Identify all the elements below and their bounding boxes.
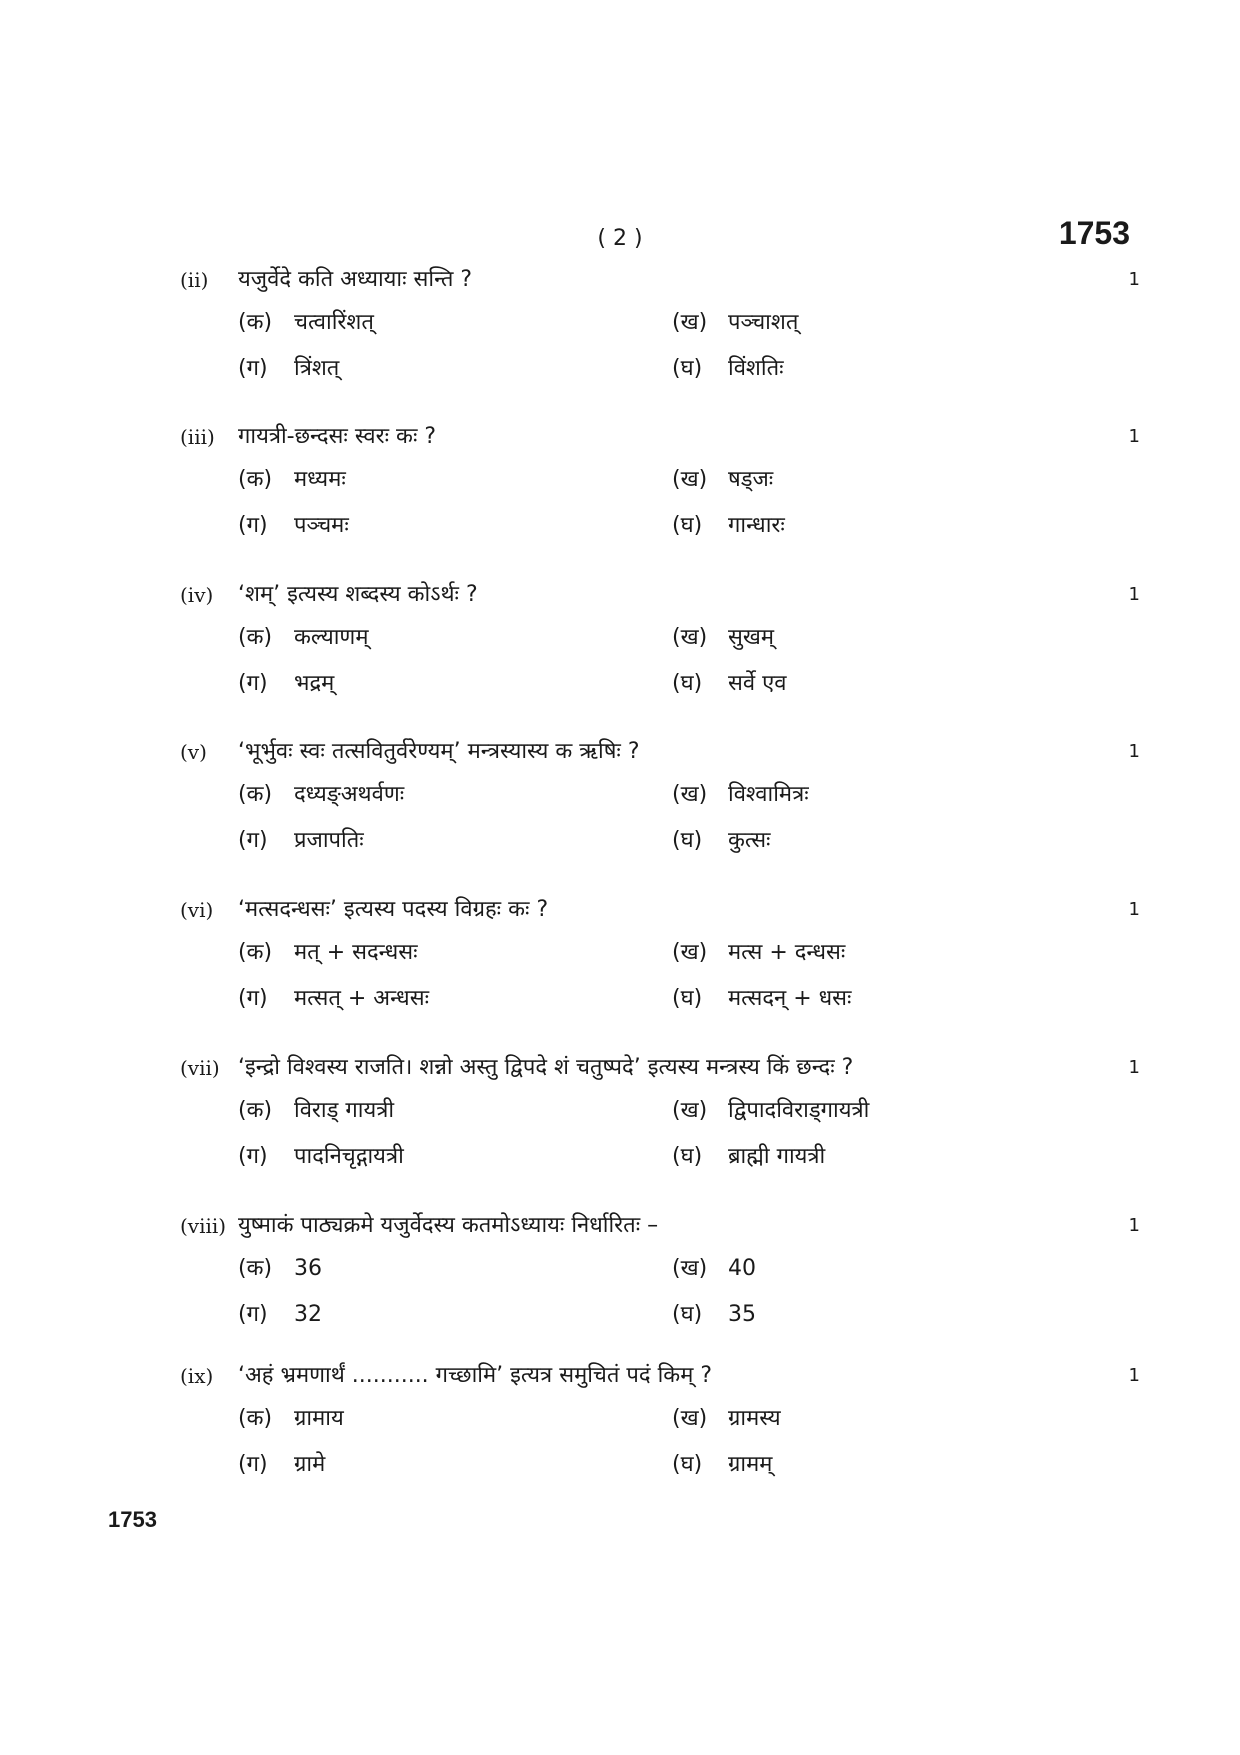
- option-label: (ग): [238, 356, 268, 381]
- answer-option: [238, 346, 339, 392]
- option-row: [180, 300, 1140, 346]
- question-line: [180, 1206, 1140, 1246]
- question-marks: 1: [1128, 1365, 1140, 1386]
- answer-option: [238, 615, 368, 661]
- option-label: (क): [238, 1256, 273, 1281]
- option-label: (घ): [672, 356, 703, 381]
- answer-option: [238, 930, 418, 976]
- question-marks: 1: [1128, 741, 1140, 762]
- option-row: [180, 1292, 1140, 1338]
- answer-option: [238, 300, 374, 346]
- question-block: [180, 890, 1140, 1022]
- paper-code-header: 1753: [1058, 215, 1130, 251]
- answer-option: [238, 1442, 325, 1488]
- answer-option: [672, 930, 845, 976]
- option-row: [180, 457, 1140, 503]
- option-label: (ख): [672, 782, 708, 807]
- option-label: (घ): [672, 1452, 703, 1477]
- option-label: (क): [238, 467, 273, 492]
- option-text: विराड् गायत्री: [294, 1098, 395, 1123]
- question-marks: 1: [1128, 1215, 1140, 1236]
- option-text: ब्राह्मी गायत्री: [728, 1144, 826, 1169]
- answer-option: [238, 1134, 404, 1180]
- option-row: [180, 1088, 1140, 1134]
- answer-option: [672, 1246, 756, 1292]
- question-number: (v): [180, 740, 207, 764]
- answer-option: [672, 457, 773, 503]
- option-row: [180, 976, 1140, 1022]
- option-row: [180, 615, 1140, 661]
- option-row: [180, 818, 1140, 864]
- option-row: [180, 1134, 1140, 1180]
- option-text: विश्वामित्रः: [728, 782, 809, 807]
- question-number: (ii): [180, 268, 209, 292]
- question-marks: 1: [1128, 1057, 1140, 1078]
- question-text: ‘शम्’ इत्यस्य शब्दस्य कोऽर्थः ?: [238, 582, 478, 607]
- option-row: [180, 930, 1140, 976]
- answer-option: [238, 503, 349, 549]
- option-text: ग्रामम्: [728, 1452, 773, 1477]
- option-text: मत्सदन् + धसः: [728, 986, 852, 1011]
- option-label: (ख): [672, 1406, 708, 1431]
- option-text: पञ्चाशत्: [728, 310, 799, 335]
- option-text: चत्वारिंशत्: [294, 310, 374, 335]
- question-marks: 1: [1128, 899, 1140, 920]
- option-label: (ख): [672, 940, 708, 965]
- answer-option: [672, 1088, 869, 1134]
- answer-option: [238, 1292, 322, 1338]
- question-block: [180, 1356, 1140, 1488]
- option-label: (ग): [238, 1144, 268, 1169]
- option-label: (ख): [672, 1098, 708, 1123]
- question-number: (iii): [180, 425, 215, 449]
- answer-option: [238, 1088, 394, 1134]
- option-text: पादनिचृद्गायत्री: [294, 1144, 404, 1169]
- option-label: (ख): [672, 625, 708, 650]
- option-label: (घ): [672, 1144, 703, 1169]
- option-text: मध्यमः: [294, 467, 346, 492]
- question-text: गायत्री-छन्दसः स्वरः कः ?: [238, 424, 437, 449]
- option-label: (ख): [672, 467, 708, 492]
- question-number: (viii): [180, 1214, 227, 1238]
- answer-option: [238, 772, 404, 818]
- option-label: (घ): [672, 671, 703, 696]
- question-block: [180, 1206, 1140, 1338]
- question-line: [180, 260, 1140, 300]
- option-label: (क): [238, 310, 273, 335]
- answer-option: [672, 976, 851, 1022]
- answer-option: [672, 818, 771, 864]
- option-text: ग्रामे: [294, 1452, 326, 1477]
- option-label: (क): [238, 1098, 273, 1123]
- question-block: [180, 417, 1140, 549]
- option-text: मत्सत् + अन्धसः: [294, 986, 430, 1011]
- option-text: 35: [728, 1302, 756, 1327]
- option-text: कुत्सः: [728, 828, 771, 853]
- question-line: [180, 417, 1140, 457]
- question-line: [180, 1048, 1140, 1088]
- answer-option: [672, 346, 784, 392]
- answer-option: [672, 1396, 781, 1442]
- question-text: ‘भूर्भुवः स्वः तत्सवितुर्वरेण्यम्’ मन्त्रस्यास्य क ऋषिः ?: [238, 739, 640, 764]
- option-label: (ग): [238, 828, 268, 853]
- page-number: ( 2 ): [597, 226, 643, 251]
- answer-option: [672, 1442, 772, 1488]
- option-label: (ग): [238, 671, 268, 696]
- question-text: ‘मत्सदन्धसः’ इत्यस्य पदस्य विग्रहः कः ?: [238, 897, 549, 922]
- option-text: गान्धारः: [728, 513, 785, 538]
- option-label: (ख): [672, 1256, 708, 1281]
- option-label: (घ): [672, 513, 703, 538]
- question-number: (vi): [180, 898, 214, 922]
- answer-option: [238, 976, 429, 1022]
- option-text: भद्रम्: [294, 671, 335, 696]
- option-row: [180, 346, 1140, 392]
- option-row: [180, 772, 1140, 818]
- option-text: कल्याणम्: [294, 625, 369, 650]
- option-label: (ख): [672, 310, 708, 335]
- question-number: (vii): [180, 1056, 220, 1080]
- option-text: मत् + सदन्धसः: [294, 940, 418, 965]
- question-text: ‘अहं भ्रमणार्थं ........... गच्छामि’ इत्यत्र समुचितं पदं किम् ?: [238, 1363, 713, 1388]
- answer-option: [238, 1396, 344, 1442]
- option-label: (ग): [238, 1452, 268, 1477]
- option-label: (घ): [672, 1302, 703, 1327]
- option-label: (ग): [238, 1302, 268, 1327]
- option-row: [180, 661, 1140, 707]
- option-text: षड्जः: [728, 467, 774, 492]
- question-marks: 1: [1128, 426, 1140, 447]
- option-label: (क): [238, 1406, 273, 1431]
- question-block: [180, 1048, 1140, 1180]
- question-text: युष्माकं पाठ्यक्रमे यजुर्वेदस्य कतमोऽध्यायः निर्धारितः –: [238, 1213, 659, 1238]
- answer-option: [672, 1292, 756, 1338]
- question-block: [180, 260, 1140, 392]
- option-text: दध्यङ्अथर्वणः: [294, 782, 405, 807]
- option-text: प्रजापतिः: [294, 828, 364, 853]
- question-text: यजुर्वेदे कति अध्यायाः सन्ति ?: [238, 267, 473, 292]
- question-block: [180, 575, 1140, 707]
- option-label: (घ): [672, 828, 703, 853]
- paper-code-footer: 1753: [108, 1507, 157, 1532]
- option-label: (ग): [238, 513, 268, 538]
- option-row: [180, 1442, 1140, 1488]
- option-text: द्विपादविराड्गायत्री: [728, 1098, 870, 1123]
- question-number: (ix): [180, 1364, 214, 1388]
- option-row: [180, 1246, 1140, 1292]
- question-line: [180, 1356, 1140, 1396]
- option-row: [180, 1396, 1140, 1442]
- answer-option: [672, 503, 785, 549]
- option-text: ग्रामाय: [294, 1406, 344, 1431]
- option-label: (क): [238, 940, 273, 965]
- answer-option: [238, 457, 346, 503]
- option-label: (क): [238, 782, 273, 807]
- option-text: पञ्चमः: [294, 513, 349, 538]
- answer-option: [238, 661, 334, 707]
- option-text: सर्वे एव: [728, 671, 787, 696]
- question-block: [180, 732, 1140, 864]
- option-label: (घ): [672, 986, 703, 1011]
- option-text: सुखम्: [728, 625, 775, 650]
- question-line: [180, 575, 1140, 615]
- option-label: (क): [238, 625, 273, 650]
- option-text: मत्स + दन्धसः: [728, 940, 846, 965]
- answer-option: [238, 818, 364, 864]
- option-text: विंशतिः: [728, 356, 784, 381]
- answer-option: [672, 615, 774, 661]
- question-line: [180, 890, 1140, 930]
- question-line: [180, 732, 1140, 772]
- question-number: (iv): [180, 583, 214, 607]
- answer-option: [672, 300, 798, 346]
- question-marks: 1: [1128, 584, 1140, 605]
- option-text: त्रिंशत्: [294, 356, 340, 381]
- question-text: ‘इन्द्रो विश्वस्य राजति। शन्नो अस्तु द्विपदे शं चतुष्पदे’ इत्यस्य मन्त्रस्य किं छन्दः ?: [238, 1055, 854, 1080]
- answer-option: [672, 1134, 825, 1180]
- option-text: 40: [728, 1256, 756, 1281]
- option-row: [180, 503, 1140, 549]
- answer-option: [672, 661, 787, 707]
- option-label: (ग): [238, 986, 268, 1011]
- answer-option: [238, 1246, 322, 1292]
- option-text: ग्रामस्य: [728, 1406, 781, 1431]
- option-text: 36: [294, 1256, 322, 1281]
- answer-option: [672, 772, 809, 818]
- question-marks: 1: [1128, 269, 1140, 290]
- option-text: 32: [294, 1302, 322, 1327]
